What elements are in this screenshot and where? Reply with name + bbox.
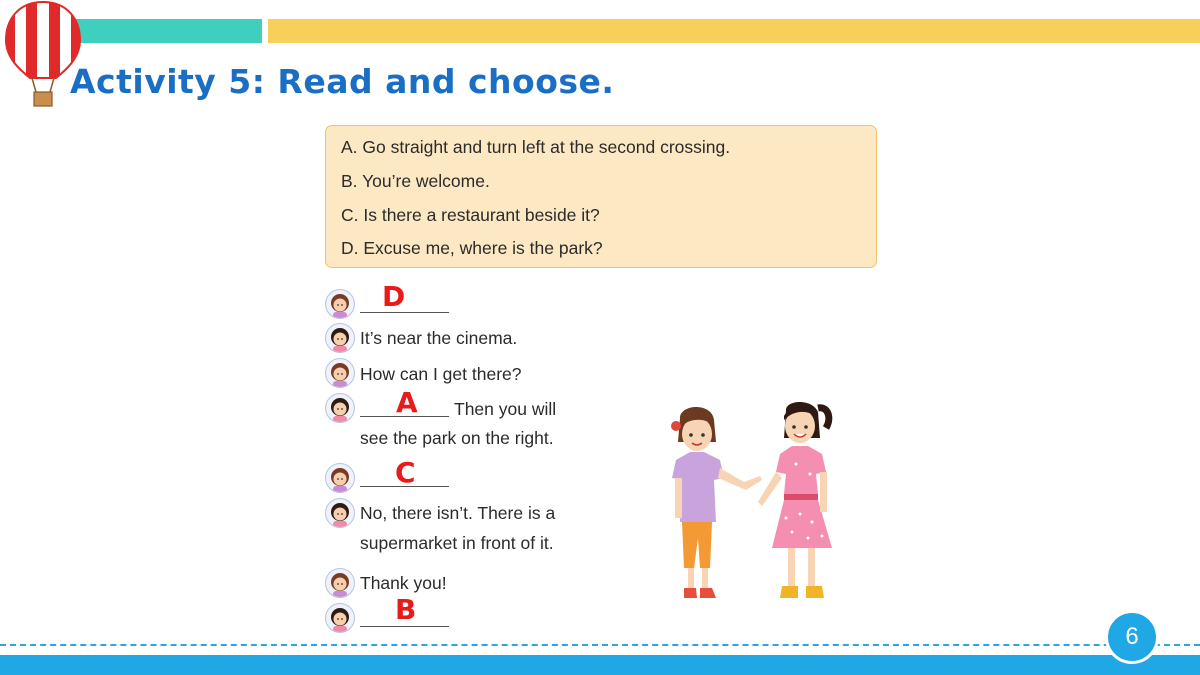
dialogue-text-continued: see the park on the right. bbox=[360, 428, 554, 448]
page-title: Activity 5: Read and choose. bbox=[70, 62, 615, 101]
girl-avatar-icon bbox=[325, 289, 355, 319]
girl-avatar-icon bbox=[325, 358, 355, 388]
answer-letter: D bbox=[382, 280, 406, 313]
dialogue-text: How can I get there? bbox=[360, 364, 522, 384]
footer-dashed-line bbox=[0, 644, 1200, 646]
option-b: B. You’re welcome. bbox=[341, 171, 490, 191]
girl-avatar-icon bbox=[325, 393, 355, 423]
girl-avatar-icon bbox=[325, 603, 355, 633]
option-d: D. Excuse me, where is the park? bbox=[341, 238, 603, 258]
dialogue-text-continued: supermarket in front of it. bbox=[360, 533, 554, 553]
two-girls-illustration bbox=[662, 398, 842, 610]
footer-band bbox=[0, 655, 1200, 675]
header-teal-bar bbox=[66, 19, 262, 43]
answer-letter: C bbox=[395, 456, 416, 489]
option-c: C. Is there a restaurant beside it? bbox=[341, 205, 600, 225]
answer-letter: A bbox=[396, 386, 418, 419]
dialogue-text: It’s near the cinema. bbox=[360, 328, 518, 348]
dialogue-text: Thank you! bbox=[360, 573, 447, 593]
girl-pink-dress bbox=[758, 402, 832, 598]
dialogue-text: Then you will bbox=[454, 399, 557, 419]
answer-letter: B bbox=[395, 593, 417, 626]
header-yellow-bar bbox=[268, 19, 1200, 43]
page-number-badge: 6 bbox=[1105, 610, 1159, 664]
girl-purple-shirt bbox=[671, 407, 762, 598]
girl-avatar-icon bbox=[325, 568, 355, 598]
answer-blank[interactable] bbox=[360, 626, 449, 627]
dialogue-text: No, there isn’t. There is a bbox=[360, 503, 556, 523]
girl-avatar-icon bbox=[325, 323, 355, 353]
girl-avatar-icon bbox=[325, 463, 355, 493]
options-box bbox=[325, 125, 877, 268]
girl-avatar-icon bbox=[325, 498, 355, 528]
option-a: A. Go straight and turn left at the second crossing. bbox=[341, 137, 731, 157]
